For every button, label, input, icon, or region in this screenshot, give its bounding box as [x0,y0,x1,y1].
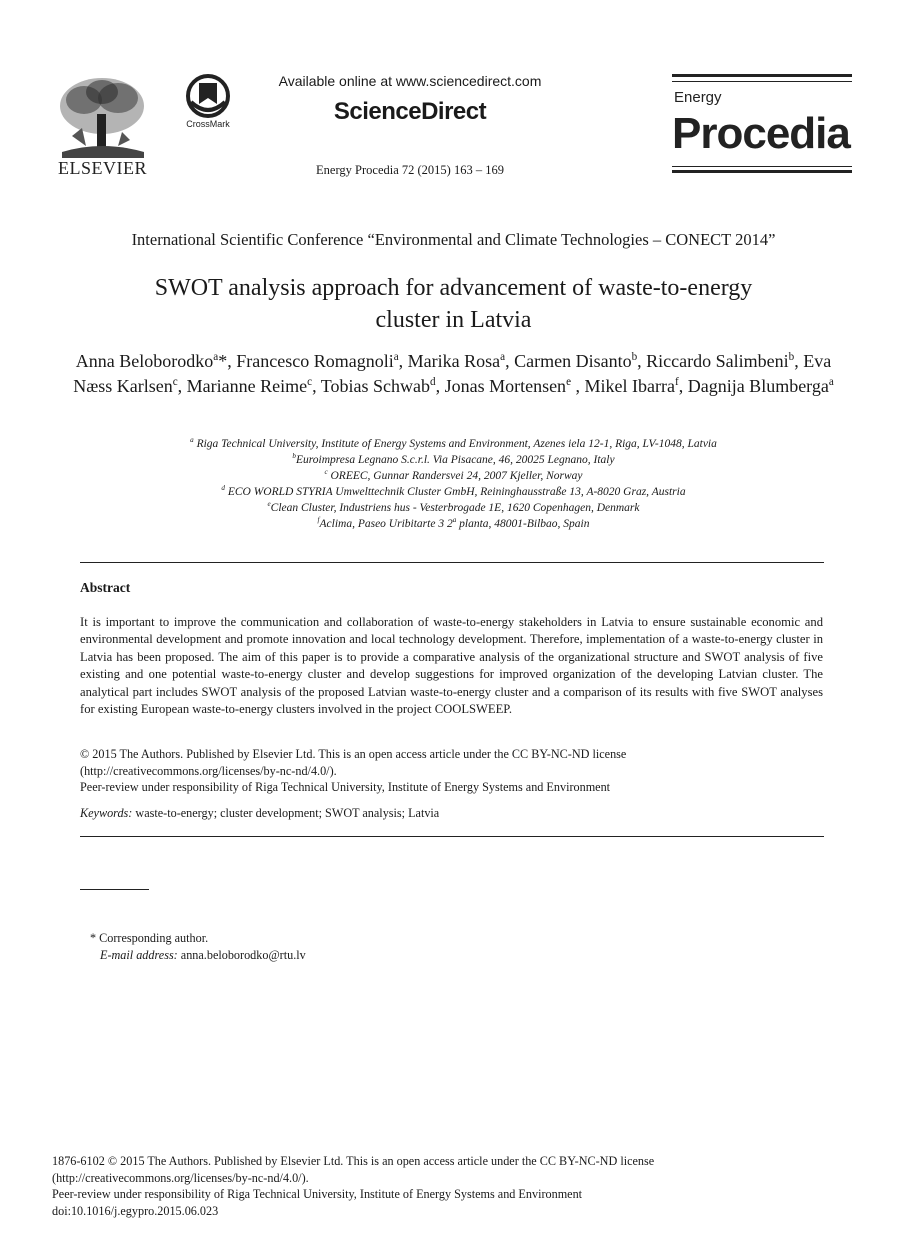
affiliation-f: $^f$Aclima, Paseo Uribitarte 3 2$^a$ planta, 48001-Bilbao, Spain [317,516,590,530]
sciencedirect-brand[interactable]: ScienceDirect [333,98,487,125]
author-name: Eva Næss Karlsen [73,351,832,396]
elsevier-tree-icon [52,74,152,158]
corresponding-star: * [218,351,228,371]
footer-peer-review: Peer-review under responsibility of Riga Technical University, Institute of Energy Systems and Environment [52,1187,583,1202]
journal-logo-bottom-rule-1 [672,166,852,167]
author-line-1: Anna Beloborodko$^a$*, Francesco Romagnoli$^a$, Marika Rosa$^a$, Carmen Disanto$^b$, Riccardo Salimbeni$^b$, Eva Næss Karlsen$^c$, Marianne Reime$^c$, Tobias Schwab$^d$, Jonas Mortensen$^e$ , Mikel Ibarra$^f$, Dagnija Blumberga$^a$ [73,351,834,396]
affiliation-a: $^a$ Riga Technical University, Institute of Energy Systems and Environment, Azenes iela 12-1, Riga, LV-1048, Latvia [190,436,717,450]
conference-name: International Scientific Conference “Environmental and Climate Technologies – CONECT 2014” [131,230,776,249]
license-link[interactable]: http://creativecommons.org/licenses/by-nc-nd/4.0/ [84,763,330,778]
abstract-bottom-rule [80,836,824,837]
paper-title [40,272,867,336]
author-name: Dagnija Blumberga [687,376,829,396]
footnote [90,930,690,963]
email-line [90,947,690,964]
citation: Energy Procedia 72 (2015) 163 – 169 [316,163,504,177]
author-name: Marianne Reime [186,376,308,396]
crossmark-badge[interactable] [180,74,236,134]
license-line: © 2015 The Authors. Published by Elsevier Ltd. This is an open access article under the CC BY-NC-ND license [80,747,627,761]
journal-logo-top-rule-1 [672,74,852,77]
keywords-line [80,805,823,822]
journal-logo-top-rule-2 [672,81,852,82]
publisher-name: ELSEVIER [58,158,147,178]
author-name: Anna Beloborodko [75,351,214,371]
keywords-value: waste-to-energy; cluster development; SWOT analysis; Latvia [135,806,440,820]
email-label: E-mail address: [100,947,178,962]
author-name: Tobias Schwab [320,376,430,396]
affiliation-c: $^c$ OREEC, Gunnar Randersvei 24, 2007 Kjeller, Norway [324,468,583,482]
license-block [80,746,823,796]
journal-name-big: Procedia [672,109,850,158]
license-url-line: (http://creativecommons.org/licenses/by-nc-nd/4.0/). [80,763,337,778]
affiliation-e: $^e$Clean Cluster, Industriens hus - Vesterbrogade 1E, 1620 Copenhagen, Denmark [267,500,640,514]
paper-title-line-1: SWOT analysis approach for advancement of waste-to-energy [154,275,753,301]
affiliation-d: $^d$ ECO WORLD STYRIA Umwelttechnik Cluster GmbH, Reininghausstraße 13, A-8020 Graz, Austria [221,484,686,498]
journal-logo [672,74,852,178]
author-email-link[interactable]: anna.beloborodko@rtu.lv [180,947,306,962]
crossmark-icon [180,74,236,118]
author-name: Jonas Mortensen [444,376,567,396]
abstract-top-rule [80,562,824,563]
available-online: Available online at www.sciencedirect.com [278,73,542,89]
elsevier-logo [52,74,152,178]
affiliation-b: $^b$Euroimpresa Legnano S.c.r.l. Via Pisacane, 46, 20025 Legnano, Italy [292,452,615,466]
journal-name-small: Energy [674,89,722,106]
paper-title-line-2: cluster in Latvia [375,307,532,333]
author-name: Francesco Romagnoli [236,351,394,371]
footer-license-url-line: (http://creativecommons.org/licenses/by-nc-nd/4.0/). [52,1170,309,1185]
footer-license-line: 1876-6102 © 2015 The Authors. Published by Elsevier Ltd. This is an open access article under the CC BY-NC-ND license [52,1154,655,1168]
keywords-label: Keywords: [80,806,133,820]
page-footer [52,1153,852,1219]
author-name: Carmen Disanto [514,351,632,371]
crossmark-label: CrossMark [186,119,230,129]
author-name: Mikel Ibarra [584,376,675,396]
author-name: Marika Rosa [407,351,501,371]
corresponding-author-note: * Corresponding author. [90,931,209,945]
peer-review: Peer-review under responsibility of Riga Technical University, Institute of Energy Systems and Environment [80,780,611,795]
author-list [60,349,847,399]
affiliation-list [60,436,847,532]
abstract-text: It is important to improve the communication and collaboration of waste-to-energy stakeholders in Latvia to ensure sustainable economic and environmental development and promote innovation and local technology development. Therefore, implementation of a waste-to-energy cluster in Latvia has been proposed. The aim of this paper is to provide a comparative analysis of the organizational structure and SWOT analysis of five existing and one potential waste-to-energy cluster and develop suggestions for improved organization of the developing Latvian cluster. The analytical part includes SWOT analysis of the proposed Latvian waste-to-energy cluster and a comparison of its results with five SWOT analyses for existing European waste-to-energy clusters involved in the project COOLSWEEP. [80,615,823,717]
footer-license-link[interactable]: http://creativecommons.org/licenses/by-nc-nd/4.0/ [56,1170,302,1185]
abstract-heading: Abstract [80,580,131,595]
journal-logo-bottom-rule-2 [672,170,852,173]
doi[interactable]: doi:10.1016/j.egypro.2015.06.023 [52,1203,219,1218]
footnote-rule [80,889,149,890]
author-name: Riccardo Salimbeni [646,351,789,371]
